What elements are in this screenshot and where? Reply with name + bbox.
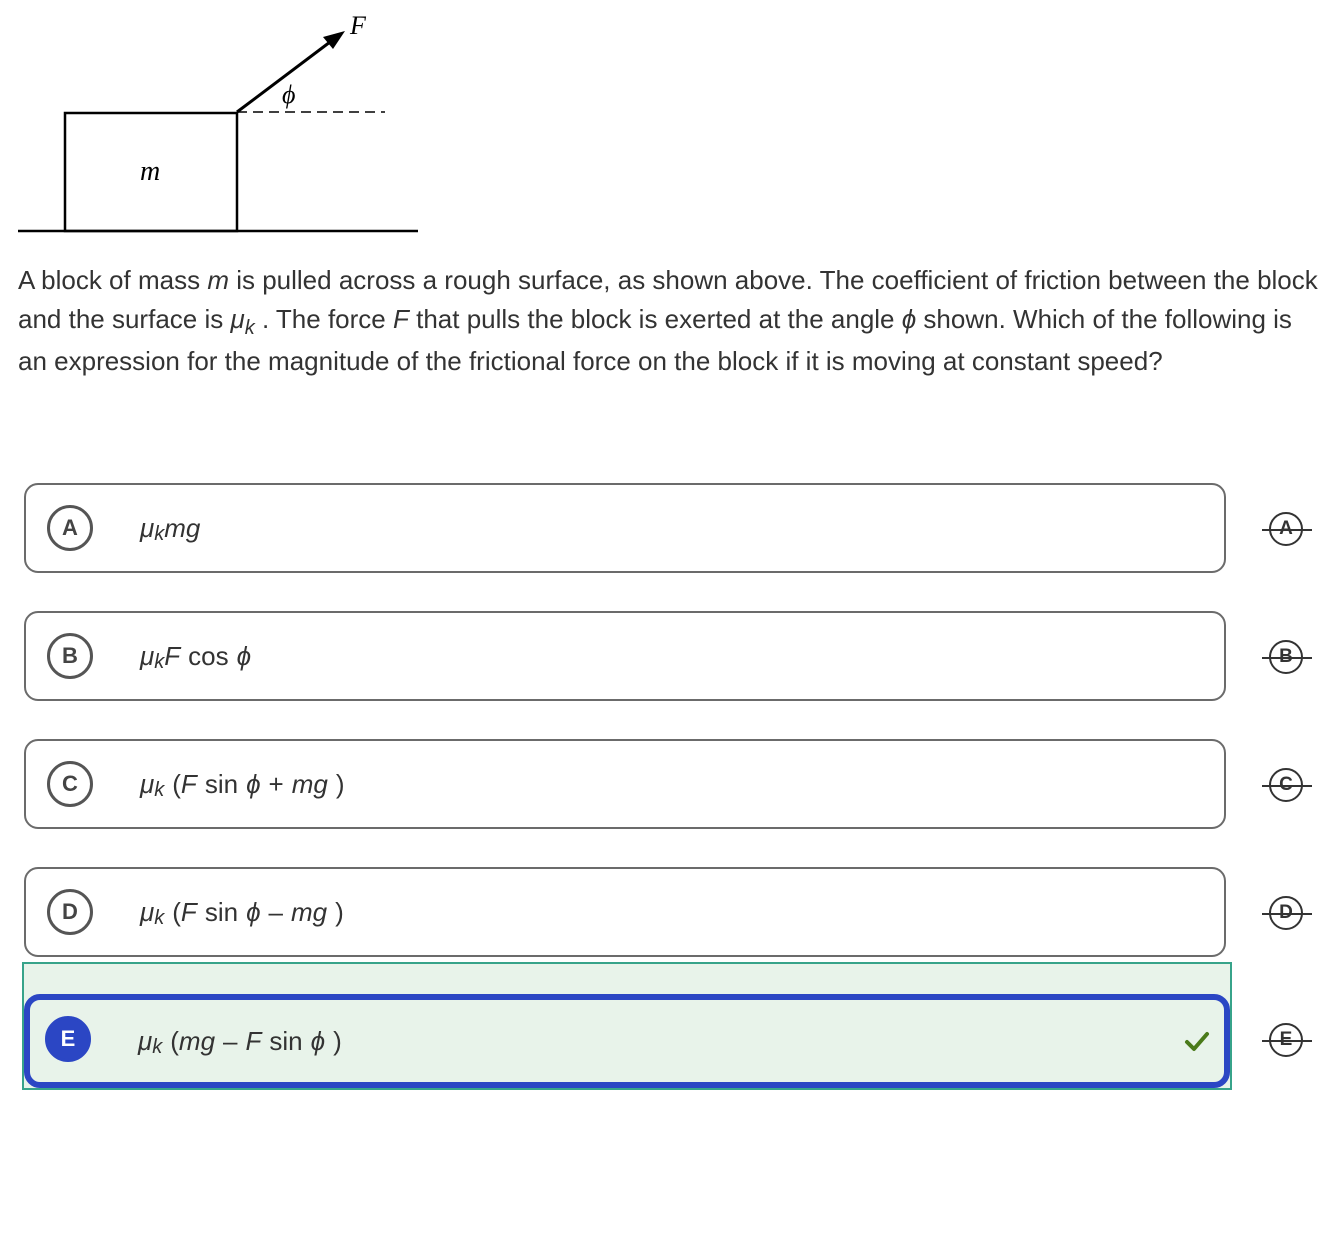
- expression-term: F: [180, 768, 197, 799]
- expression-term: sin: [204, 768, 239, 799]
- expression-term: mg: [178, 1025, 216, 1056]
- diagram-svg: [0, 0, 440, 245]
- strike-line: [1262, 913, 1312, 915]
- choice-expression: [140, 869, 344, 955]
- strike-line: [1262, 785, 1312, 787]
- expression-term: sin: [269, 1025, 303, 1056]
- expression-term: ϕ: [310, 1025, 326, 1056]
- answer-choice-c[interactable]: [24, 739, 1226, 829]
- mass-variable: m: [207, 265, 229, 295]
- checkmark-icon: [1184, 1028, 1210, 1054]
- expression-term: F: [180, 896, 197, 927]
- question-text: [18, 261, 1328, 381]
- angle-label: ϕ: [282, 80, 296, 109]
- expression-term: (: [170, 1025, 179, 1056]
- expression-term: –: [223, 1025, 238, 1056]
- expression-term: ): [335, 768, 345, 799]
- answer-choice-e[interactable]: [24, 994, 1230, 1088]
- mu-subscript: k: [154, 778, 165, 801]
- strike-line: [1262, 1040, 1312, 1042]
- choice-letter-badge: D: [47, 889, 93, 935]
- mu-symbol: μ: [140, 896, 155, 927]
- expression-term: –: [268, 896, 283, 927]
- expression-term: ): [335, 896, 344, 927]
- expression-term: ϕ: [236, 640, 252, 671]
- question-part: is pulled across a rough surface, as shown above. The coefficient of friction between the block and the surface is: [18, 265, 1318, 334]
- choice-letter-badge: A: [47, 505, 93, 551]
- strike-button-a[interactable]: [1262, 505, 1312, 555]
- strike-button-e[interactable]: [1262, 1016, 1312, 1066]
- expression-term: mg: [291, 768, 328, 799]
- expression-term: (: [172, 768, 181, 799]
- choice-expression: [138, 1000, 342, 1082]
- strike-line: [1262, 529, 1312, 531]
- question-part: that pulls the block is exerted at the angle: [408, 304, 902, 334]
- strike-button-d[interactable]: [1262, 889, 1312, 939]
- mu-symbol: μ: [140, 640, 155, 671]
- mu-subscript: k: [152, 1035, 163, 1058]
- choice-letter-badge: C: [47, 761, 93, 807]
- mu-symbol: μ: [138, 1025, 153, 1056]
- angle-variable: ϕ: [901, 304, 917, 334]
- mu-subscript: k: [154, 522, 165, 545]
- force-label: F: [350, 11, 366, 40]
- choice-expression: [140, 741, 345, 827]
- mu-subscript: k: [154, 906, 165, 929]
- choice-expression: [140, 485, 200, 571]
- answer-choice-b[interactable]: [24, 611, 1226, 701]
- mass-label: m: [140, 156, 161, 187]
- mu-subscript: k: [154, 650, 165, 673]
- mu-subscript: k: [244, 317, 255, 339]
- force-variable: F: [392, 304, 409, 334]
- expression-term: (: [172, 896, 181, 927]
- expression-term: ϕ: [246, 896, 261, 927]
- mu-symbol: μ: [140, 768, 155, 799]
- choice-letter-badge: E: [45, 1016, 91, 1062]
- strike-line: [1262, 657, 1312, 659]
- strike-button-b[interactable]: [1262, 633, 1312, 683]
- expression-term: cos: [188, 640, 229, 671]
- expression-term: F: [164, 640, 181, 671]
- expression-term: F: [245, 1025, 262, 1056]
- strike-button-c[interactable]: [1262, 761, 1312, 811]
- answer-choice-a[interactable]: [24, 483, 1226, 573]
- answer-choice-d[interactable]: [24, 867, 1226, 957]
- question-part: A block of mass: [18, 265, 208, 295]
- expression-term: ): [333, 1025, 342, 1056]
- force-diagram: [0, 0, 440, 245]
- expression-term: +: [268, 768, 284, 799]
- question-part: . The force: [254, 304, 393, 334]
- expression-term: mg: [291, 896, 328, 927]
- mu-symbol: μ: [140, 512, 155, 543]
- expression-term: ϕ: [246, 768, 261, 799]
- expression-term: mg: [164, 512, 201, 543]
- question-part: shown. Which of the following is an expression for the magnitude of the frictional force on the block if it is moving at constant speed?: [18, 304, 1292, 376]
- choice-letter-badge: B: [47, 633, 93, 679]
- mu-symbol: μ: [230, 304, 245, 334]
- expression-term: sin: [204, 896, 239, 927]
- choice-expression: [140, 613, 251, 699]
